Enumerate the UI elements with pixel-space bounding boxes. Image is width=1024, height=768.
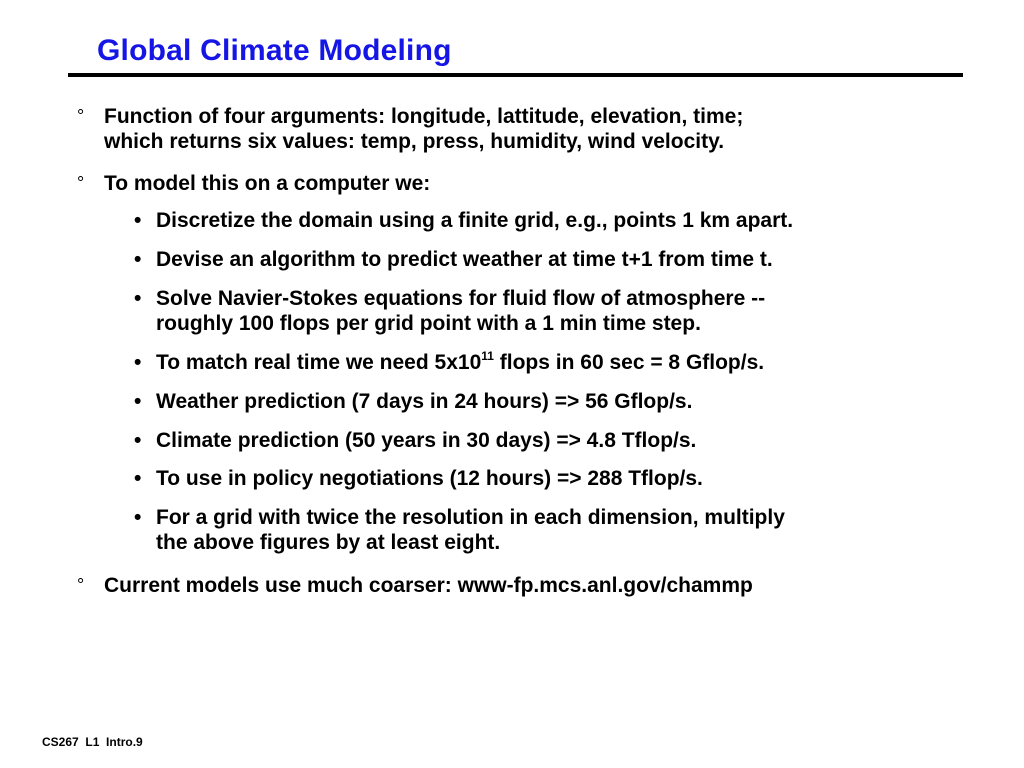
sub-bullet-line: Climate prediction (50 years in 30 days) => 4.8 Tflop/s.	[156, 429, 697, 452]
sub-bullet-twice-resolution	[134, 505, 785, 555]
bullet-current-models	[77, 573, 753, 598]
bullet-line: Current models use much coarser: www-fp.mcs.anl.gov/chammp	[104, 574, 753, 597]
bullet-model-on-computer	[77, 171, 431, 196]
degree-bullet-icon: °	[77, 173, 85, 193]
sub-bullet-climate-prediction	[134, 428, 697, 453]
sub-bullet-line: Solve Navier-Stokes equations for fluid flow of atmosphere --	[156, 287, 766, 310]
sub-bullet-line: roughly 100 flops per grid point with a 1 min time step.	[156, 312, 701, 335]
sub-bullet-line: Weather prediction (7 days in 24 hours) => 56 Gflop/s.	[156, 390, 693, 413]
degree-bullet-icon: °	[77, 106, 85, 126]
slide-footer: CS267 L1 Intro.9	[42, 735, 143, 749]
dot-bullet-icon: •	[134, 467, 142, 490]
dot-bullet-icon: •	[134, 429, 142, 452]
real-time-suffix: flops in 60 sec = 8 Gflop/s.	[493, 351, 765, 374]
sub-bullet-discretize	[134, 208, 794, 233]
title-divider	[68, 73, 963, 77]
sub-bullet-algorithm	[134, 247, 773, 272]
sub-bullet-line	[156, 350, 764, 375]
bullet-line: To model this on a computer we:	[104, 172, 431, 195]
exponent: 11	[481, 349, 494, 363]
sub-bullet-line: the above figures by at least eight.	[156, 531, 501, 554]
bullet-function-arguments	[77, 104, 744, 154]
degree-bullet-icon: °	[77, 575, 85, 595]
sub-bullet-policy-negotiations	[134, 466, 703, 491]
real-time-prefix: To match real time we need 5x10	[156, 351, 482, 374]
sub-bullet-line: Discretize the domain using a finite grid, e.g., points 1 km apart.	[156, 209, 794, 232]
dot-bullet-icon: •	[134, 209, 142, 232]
bullet-line: Function of four arguments: longitude, lattitude, elevation, time;	[104, 105, 744, 128]
sub-bullet-weather-prediction	[134, 389, 693, 414]
sub-bullet-line: For a grid with twice the resolution in each dimension, multiply	[156, 506, 785, 529]
slide-title: Global Climate Modeling	[97, 34, 452, 67]
sub-bullet-navier-stokes	[134, 286, 766, 336]
sub-bullet-real-time	[134, 349, 765, 375]
dot-bullet-icon: •	[134, 351, 142, 374]
dot-bullet-icon: •	[134, 506, 142, 529]
sub-bullet-line: Devise an algorithm to predict weather at time t+1 from time t.	[156, 248, 773, 271]
dot-bullet-icon: •	[134, 287, 142, 310]
sub-bullet-line: To use in policy negotiations (12 hours) => 288 Tflop/s.	[156, 467, 703, 490]
dot-bullet-icon: •	[134, 248, 142, 271]
bullet-line: which returns six values: temp, press, humidity, wind velocity.	[104, 130, 725, 153]
dot-bullet-icon: •	[134, 390, 142, 413]
